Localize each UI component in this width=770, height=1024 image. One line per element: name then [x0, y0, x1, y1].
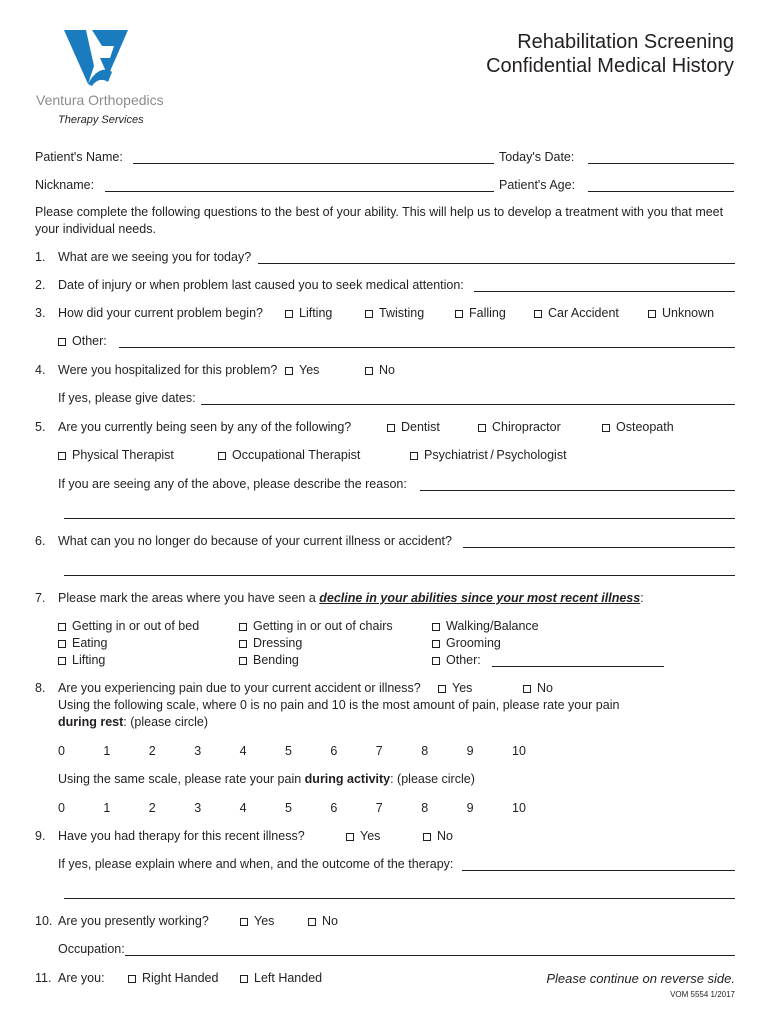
pain-rest-value-9[interactable]: 9: [466, 744, 474, 758]
checkbox-icon: [58, 657, 66, 665]
pain-activity-value-4[interactable]: 4: [239, 801, 247, 815]
brand-name: Ventura Orthopedics: [36, 92, 164, 108]
q7-number: 7.: [35, 591, 46, 605]
q4-yes[interactable]: Yes: [285, 363, 319, 377]
q4-dates-field[interactable]: [201, 404, 735, 405]
q8-yes[interactable]: Yes: [438, 681, 472, 695]
checkbox-icon: [285, 310, 293, 318]
pain-activity-value-1[interactable]: 1: [103, 801, 111, 815]
pain-activity-value-3[interactable]: 3: [194, 801, 202, 815]
q7-text: Please mark the areas where you have seen a decline in your abilities since your most recent illness:: [58, 591, 644, 605]
q3-text: How did your current problem begin?: [58, 306, 263, 320]
pain-rest-value-2[interactable]: 2: [148, 744, 156, 758]
q2-field[interactable]: [474, 291, 735, 292]
q8-scale-text: Using the following scale, where 0 is no pain and 10 is the most amount of pain, please rate your pain: [58, 698, 620, 712]
pain-activity-value-6[interactable]: 6: [330, 801, 338, 815]
q10-number: 10.: [35, 914, 53, 928]
checkbox-icon: [410, 452, 418, 460]
checkbox-icon: [218, 452, 226, 460]
q9-field-2[interactable]: [64, 898, 735, 899]
q7-other-field[interactable]: [492, 666, 664, 667]
q7-option-bed[interactable]: Getting in or out of bed: [58, 619, 199, 633]
checkbox-icon: [365, 310, 373, 318]
checkbox-icon: [308, 918, 316, 926]
checkbox-icon: [423, 833, 431, 841]
checkbox-icon: [58, 623, 66, 631]
q9-no[interactable]: No: [423, 829, 453, 843]
pain-rest-value-10[interactable]: 10: [512, 744, 526, 758]
pain-rest-value-0[interactable]: 0: [58, 744, 65, 758]
q4-number: 4.: [35, 363, 46, 377]
q5-reason-field[interactable]: [420, 490, 735, 491]
intro-text: Please complete the following questions to the best of your ability. This will help us to develop a treatment with you that meet your individual needs.: [35, 205, 724, 236]
q6-field[interactable]: [463, 547, 735, 548]
q5-option-dentist[interactable]: Dentist: [387, 420, 440, 434]
pain-activity-value-9[interactable]: 9: [466, 801, 474, 815]
q5-option-psychiatrist[interactable]: Psychiatrist / Psychologist: [410, 448, 567, 462]
checkbox-icon: [128, 975, 136, 983]
q7-option-chairs[interactable]: Getting in or out of chairs: [239, 619, 393, 633]
q9-text: Have you had therapy for this recent illness?: [58, 829, 305, 843]
checkbox-icon: [602, 424, 610, 432]
q4-no[interactable]: No: [365, 363, 395, 377]
q7-option-dressing[interactable]: Dressing: [239, 636, 302, 650]
checkbox-icon: [432, 657, 440, 665]
pain-rest-value-1[interactable]: 1: [103, 744, 111, 758]
checkbox-icon: [239, 640, 247, 648]
q8-activity-text: Using the same scale, please rate your pain during activity: (please circle): [58, 772, 475, 786]
q7-option-walking[interactable]: Walking/Balance: [432, 619, 539, 633]
pain-rest-value-7[interactable]: 7: [375, 744, 383, 758]
checkbox-icon: [432, 640, 440, 648]
q3-option-lifting[interactable]: Lifting: [285, 306, 332, 320]
occupation-label: Occupation:: [58, 942, 125, 956]
q7-option-other[interactable]: Other:: [432, 653, 481, 667]
q7-option-lifting[interactable]: Lifting: [58, 653, 105, 667]
q1-field[interactable]: [258, 263, 735, 264]
pain-activity-value-8[interactable]: 8: [421, 801, 429, 815]
pain-rest-value-5[interactable]: 5: [285, 744, 292, 758]
checkbox-icon: [240, 975, 248, 983]
checkbox-icon: [58, 452, 66, 460]
q11-text: Are you:: [58, 971, 105, 985]
q3-number: 3.: [35, 306, 46, 320]
checkbox-icon: [534, 310, 542, 318]
q5-option-occupational-therapist[interactable]: Occupational Therapist: [218, 448, 360, 462]
q7-option-bending[interactable]: Bending: [239, 653, 299, 667]
form-code: VOM 5554 1/2017: [670, 990, 735, 999]
q4-text: Were you hospitalized for this problem?: [58, 363, 278, 377]
pain-rest-value-8[interactable]: 8: [421, 744, 429, 758]
checkbox-icon: [240, 918, 248, 926]
form-title-line2: Confidential Medical History: [486, 55, 734, 77]
q5-option-osteopath[interactable]: Osteopath: [602, 420, 674, 434]
q8-no[interactable]: No: [523, 681, 553, 695]
checkbox-icon: [432, 623, 440, 631]
checkbox-icon: [58, 640, 66, 648]
checkbox-icon: [239, 623, 247, 631]
q5-option-physical-therapist[interactable]: Physical Therapist: [58, 448, 174, 462]
pain-activity-value-2[interactable]: 2: [148, 801, 156, 815]
pain-activity-value-7[interactable]: 7: [375, 801, 383, 815]
q9-field[interactable]: [462, 870, 735, 871]
pain-activity-value-5[interactable]: 5: [285, 801, 292, 815]
checkbox-icon: [365, 367, 373, 375]
pain-rest-value-3[interactable]: 3: [194, 744, 202, 758]
todays-date-label: Today's Date:: [499, 150, 575, 164]
q5-text: Are you currently being seen by any of the following?: [58, 420, 352, 434]
nickname-label: Nickname:: [35, 178, 95, 192]
q5-number: 5.: [35, 420, 46, 434]
q3-option-unknown[interactable]: Unknown: [648, 306, 714, 320]
q3-other-field[interactable]: [119, 347, 735, 348]
checkbox-icon: [387, 424, 395, 432]
q9-followup: If yes, please explain where and when, and the outcome of the therapy:: [58, 857, 454, 871]
patient-name-field[interactable]: [133, 163, 494, 164]
pain-rest-value-6[interactable]: 6: [330, 744, 338, 758]
q2-text: Date of injury or when problem last caused you to seek medical attention:: [58, 278, 464, 292]
checkbox-icon: [478, 424, 486, 432]
nickname-field[interactable]: [105, 191, 494, 192]
q1-number: 1.: [35, 250, 46, 264]
q1-text: What are we seeing you for today?: [58, 250, 252, 264]
q9-number: 9.: [35, 829, 46, 843]
checkbox-icon: [438, 685, 446, 693]
checkbox-icon: [455, 310, 463, 318]
q4-followup: If yes, please give dates:: [58, 391, 196, 405]
checkbox-icon: [285, 367, 293, 375]
pain-rest-value-4[interactable]: 4: [239, 744, 247, 758]
checkbox-icon: [346, 833, 354, 841]
q11-left-handed[interactable]: Left Handed: [240, 971, 322, 985]
todays-date-field[interactable]: [588, 163, 734, 164]
patient-age-field[interactable]: [588, 191, 734, 192]
continue-note: Please continue on reverse side.: [546, 971, 735, 986]
q6-field-2[interactable]: [64, 575, 735, 576]
pain-activity-value-0[interactable]: 0: [58, 801, 65, 815]
checkbox-icon: [58, 338, 66, 346]
q6-text: What can you no longer do because of your current illness or accident?: [58, 534, 452, 548]
q7-option-eating[interactable]: Eating: [58, 636, 107, 650]
q10-text: Are you presently working?: [58, 914, 209, 928]
occupation-field[interactable]: [125, 955, 735, 956]
q9-yes[interactable]: Yes: [346, 829, 380, 843]
q10-no[interactable]: No: [308, 914, 338, 928]
q3-option-falling[interactable]: Falling: [455, 306, 506, 320]
brand-tagline: Therapy Services: [58, 114, 144, 126]
q8-rest-text: during rest: (please circle): [58, 715, 209, 729]
q7-option-grooming[interactable]: Grooming: [432, 636, 501, 650]
q8-number: 8.: [35, 681, 46, 695]
q5-option-chiropractor[interactable]: Chiropractor: [478, 420, 561, 434]
pain-activity-value-10[interactable]: 10: [512, 801, 526, 815]
checkbox-icon: [239, 657, 247, 665]
logo-icon: [64, 28, 130, 86]
checkbox-icon: [648, 310, 656, 318]
checkbox-icon: [523, 685, 531, 693]
q2-number: 2.: [35, 278, 46, 292]
patient-age-label: Patient's Age:: [499, 178, 576, 192]
q6-number: 6.: [35, 534, 46, 548]
q3-option-other[interactable]: Other:: [58, 334, 107, 348]
patient-name-label: Patient's Name:: [35, 150, 123, 164]
q10-yes[interactable]: Yes: [240, 914, 274, 928]
q3-option-twisting[interactable]: Twisting: [365, 306, 424, 320]
q11-right-handed[interactable]: Right Handed: [128, 971, 218, 985]
q5-followup: If you are seeing any of the above, please describe the reason:: [58, 477, 407, 491]
q11-number: 11.: [35, 971, 52, 985]
q5-reason-field-2[interactable]: [64, 518, 735, 519]
form-title-line1: Rehabilitation Screening: [517, 31, 734, 53]
q3-option-car-accident[interactable]: Car Accident: [534, 306, 619, 320]
q8-text: Are you experiencing pain due to your current accident or illness?: [58, 681, 421, 695]
